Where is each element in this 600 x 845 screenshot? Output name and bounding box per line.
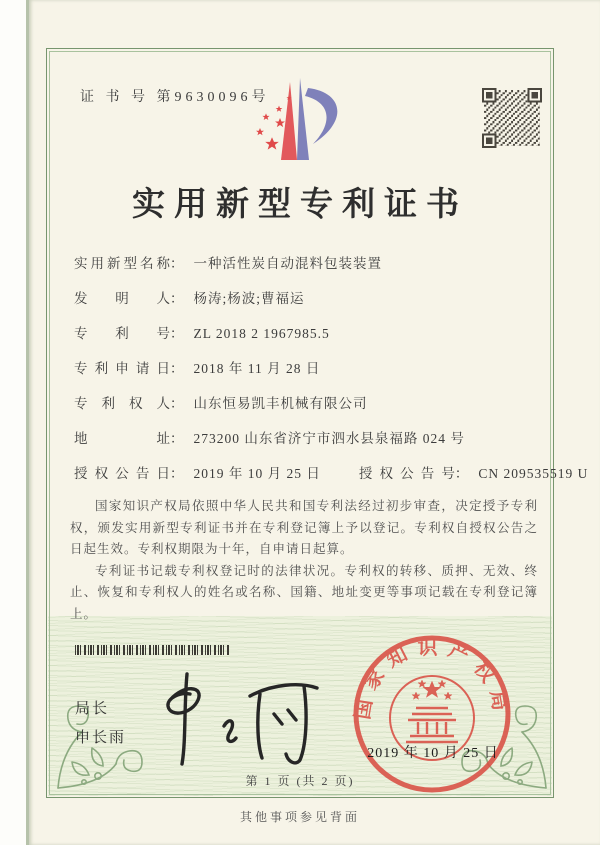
field-label: 专利号 — [74, 326, 170, 341]
page-indicator: 第 1 页 (共 2 页) — [245, 774, 355, 788]
certificate-title: 实用新型专利证书 — [132, 187, 468, 223]
footer-note: 其他事项参见背面 — [239, 810, 360, 824]
field-row-filing-date: 专利申请日： 2018 年 11 月 28 日 — [74, 351, 544, 386]
barcode — [75, 645, 231, 655]
legal-text — [70, 496, 538, 625]
legal-paragraph-1: 国家知识产权局依照中华人民共和国专利法经过初步审查，决定授予专利权，颁发实用新型专利证书并在专利登记簿上予以登记。专利权自授权公告之日起生效。专利权期限为十年，自申请日起算。 — [70, 499, 538, 556]
field-label: 地址 — [74, 431, 170, 446]
director-signature — [132, 666, 332, 766]
field-label: 专利权人 — [74, 396, 170, 411]
director-block — [75, 694, 126, 752]
field-row-patentee: 专利权人： 山东恒易凯丰机械有限公司 — [74, 386, 544, 421]
grant-number: CN 209535519 U — [478, 466, 589, 481]
seal-text: 国家知识产权局 — [351, 637, 513, 722]
fields-section — [74, 246, 589, 491]
field-value: ZL 2018 2 1967985.5 — [193, 326, 330, 341]
grant-number-label: 授权公告号 — [358, 466, 455, 481]
field-value: 273200 山东省济宁市泗水县泉福路 024 号 — [193, 431, 465, 446]
field-value: 杨涛;杨波;曹福运 — [193, 291, 305, 306]
field-value: 一种活性炭自动混料包装装置 — [193, 256, 382, 271]
field-label: 实用新型名称 — [74, 256, 170, 271]
grant-row: 授权公告日： 2019 年 10 月 25 日 授权公告号： CN 209535519 U — [74, 456, 544, 491]
field-row-patent-number: 专利号： ZL 2018 2 1967985.5 — [74, 316, 544, 351]
grant-date: 2019 年 10 月 25 日 — [193, 466, 321, 481]
legal-paragraph-2: 专利证书记载专利权登记时的法律状况。专利权的转移、质押、无效、终止、恢复和专利权人的姓名或名称、国籍、地址变更等事项记载在专利登记簿上。 — [70, 563, 538, 621]
director-title: 局长 — [75, 700, 110, 717]
field-value: 2018 年 11 月 28 日 — [193, 361, 321, 376]
field-label: 发明人 — [74, 291, 170, 306]
seal-date: 2019 年 10 月 25 日 — [367, 746, 499, 761]
field-row-address: 地址： 273200 山东省济宁市泗水县泉福路 024 号 — [74, 421, 544, 456]
field-row-name: 实用新型名称： 一种活性炭自动混料包装装置 — [74, 246, 544, 281]
field-value: 山东恒易凯丰机械有限公司 — [193, 396, 368, 411]
field-row-inventors: 发明人： 杨涛;杨波;曹福运 — [74, 281, 544, 316]
field-label: 专利申请日 — [74, 361, 170, 376]
logo-p-mark — [281, 78, 337, 160]
director-name: 申长雨 — [75, 729, 127, 746]
qr-code — [482, 88, 542, 148]
certificate-number: 证 书 号 第9630096号 — [80, 90, 270, 105]
grant-date-label: 授权公告日 — [74, 466, 170, 481]
cnipa-logo-icon — [250, 76, 348, 174]
